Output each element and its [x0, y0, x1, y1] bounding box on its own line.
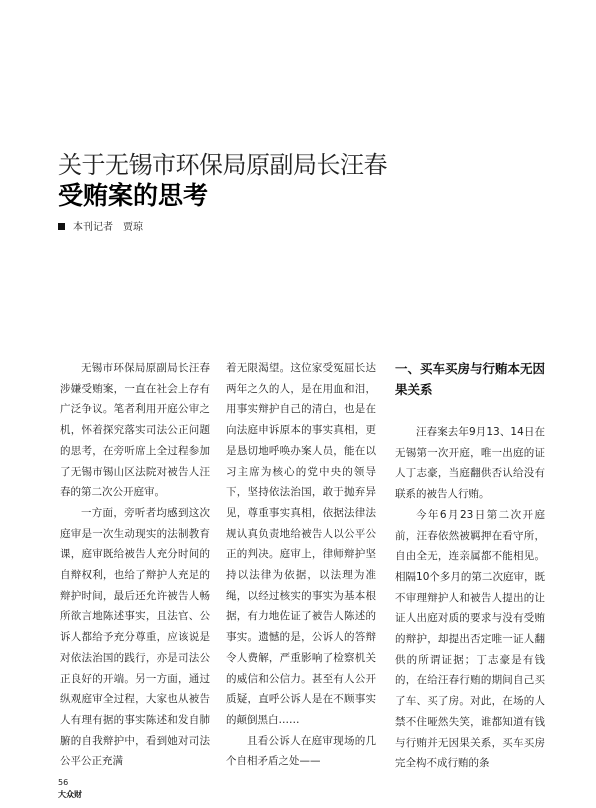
- paragraph: 今年6月23日第二次开庭前，汪春依然被羁押在看守所，自由全无，连亲属都不能相见。相隔10个多月的第二次庭审，既不审理辩护人和被告人提出的让证人出庭对质的要求与没有受贿的辩护，却提出否定唯一证人翻供的所谓证据；丁志豪是有钱的，在给汪春行贿的期间自己买了车、买了房。对此，在场的人禁不住哑然失笑，谁都知道有钱与行贿并无因果关系，买车买房完全构不成行贿的条: [395, 508, 545, 770]
- paragraph: 汪春案去年9月13、14日在无锡第一次开庭，唯一出庭的证人丁志豪，当庭翻供否认给没有联系的被告人行贿。: [395, 426, 545, 501]
- byline-author: 贾琼: [123, 222, 143, 233]
- body-column-3: [395, 358, 545, 774]
- magazine-logo: 大众财: [58, 789, 82, 799]
- byline: [58, 218, 143, 233]
- byline-role: 本刊记者: [73, 222, 113, 233]
- square-bullet-icon: [58, 223, 65, 230]
- body-column-2: [226, 358, 376, 772]
- paragraph: 着无限渴望。这位家受冤屈长达两年之久的人，是在用血和泪，用事实辩护自己的清白，也是在向法庭申诉原本的事实真相，更是恳切地呼唤办案人员，能在以习主席为核心的党中央的领导下，坚持依法治国，敢于抛弃异见，尊重事实真相，依据法律法规认真负责地给被告人以公平公正的判决。庭审上，律师辩护坚持以法律为依据，以法理为准绳，以经过核实的事实为基本根据，有力地佐证了被告人陈述的事实。遗憾的是，公诉人的答辩令人费解，严重影响了检察机关的威信和公信力。甚至有人公开质疑，直呼公诉人是在不顾事实的颠倒黑白……: [226, 362, 376, 726]
- article-title-line2: 受贿案的思考: [58, 181, 209, 210]
- paragraph: 无锡市环保局原副局长汪春涉嫌受贿案，一直在社会上存有广泛争议。笔者利用开庭公审之机，怀着探究落实司法公正问题的思考，在旁听席上全过程参加了无锡市锡山区法院对被告人汪春的第二次公开庭审。: [60, 362, 210, 499]
- paragraph: 且看公诉人在庭审现场的几个自相矛盾之处——: [226, 734, 376, 768]
- section-heading: 一、买车买房与行贿本无因果关系: [395, 361, 546, 397]
- paragraph: 一方面，旁听者均感到这次庭审是一次生动现实的法制教育课，庭审既给被告人充分时间的自辩权利，也给了辩护人充足的辩护时间，最后还允许被告人畅所欲言地陈述事实，且法官、公诉人都给予充分尊重，应该说是对依法治国的践行，亦是司法公正良好的开端。另一方面，通过纵观庭审全过程，大家也从被告人有理有据的事实陈述和发自肺腑的自我辩护中，看到她对司法公平公正充满: [60, 506, 210, 768]
- article-title-line1: 关于无锡市环保局原副局长汪春: [58, 151, 387, 179]
- body-column-1: [60, 358, 210, 772]
- page-number: 56: [58, 778, 69, 787]
